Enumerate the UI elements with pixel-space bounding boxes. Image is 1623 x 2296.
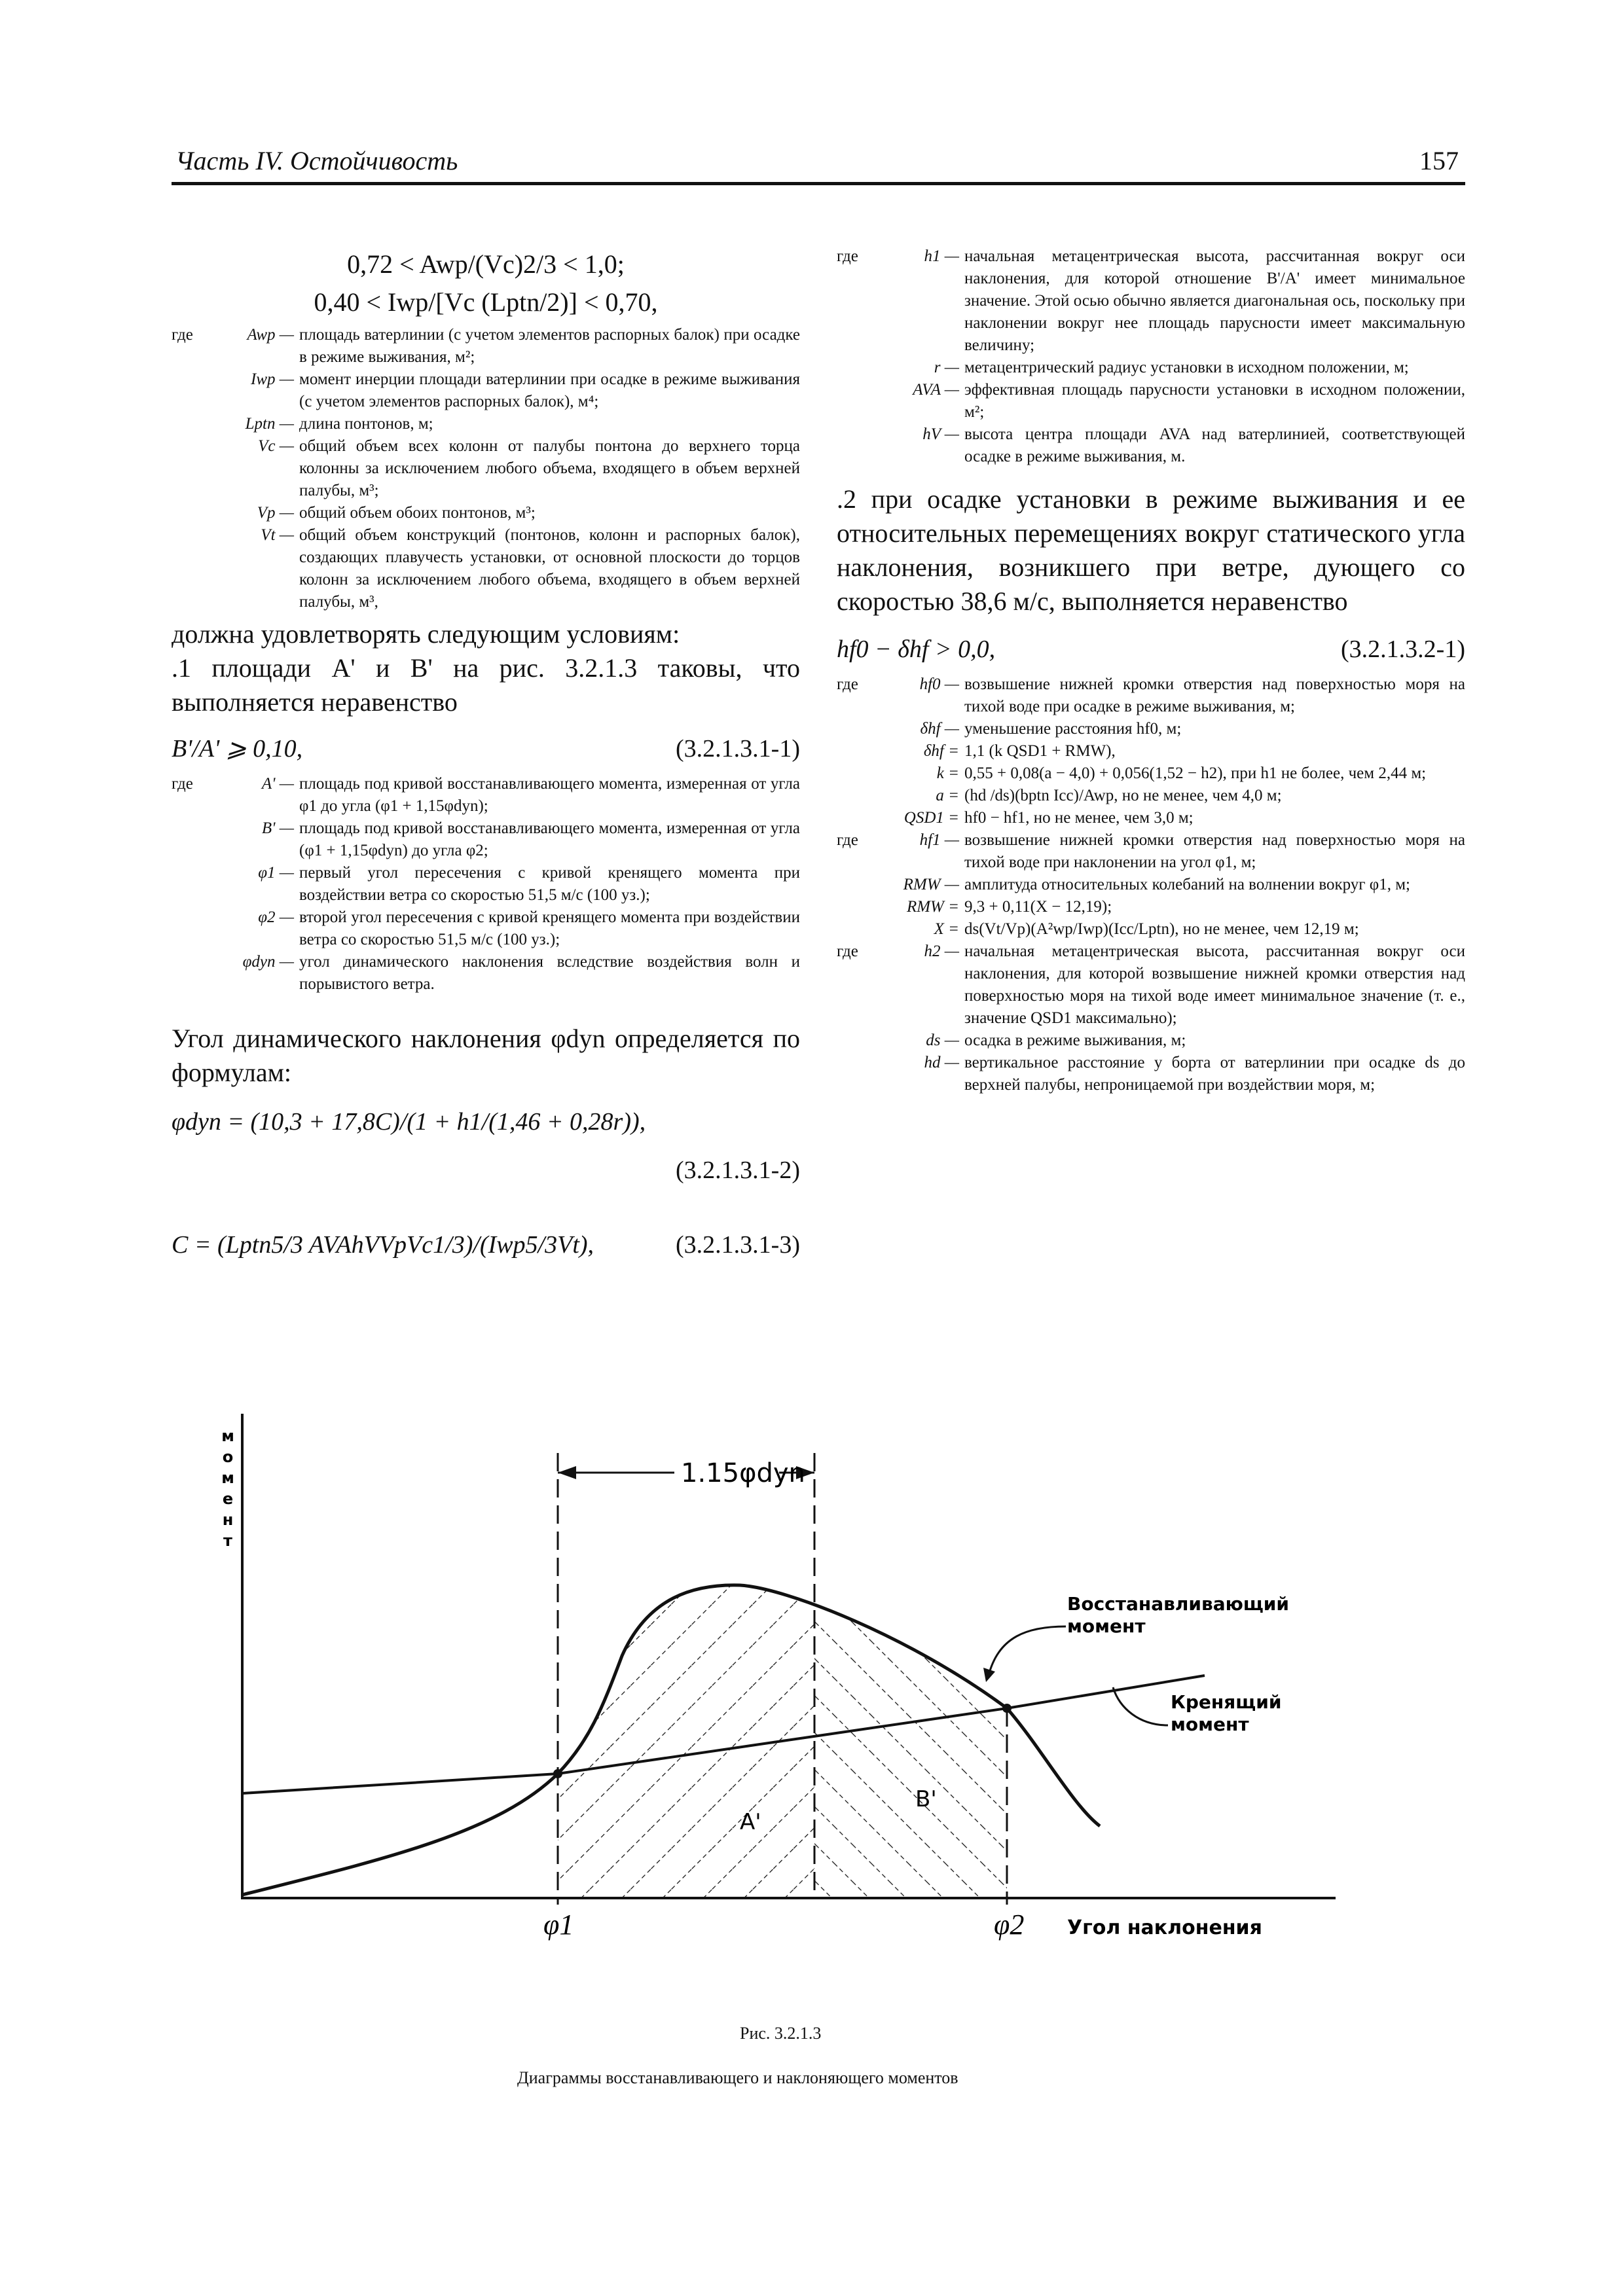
definition-text: ds(Vt/Vp)(A²wp/Iwp)(Icc/Lptn), но не менее, чем 12,19 м; (964, 920, 1359, 938)
definition-row (837, 673, 1465, 718)
definition-row (172, 906, 800, 951)
definitions-group-4 (837, 673, 1465, 1096)
area-a-label: A' (740, 1809, 761, 1835)
definition-symbol: δhf — (920, 720, 959, 738)
heeling-leader (1113, 1687, 1168, 1725)
definition-row (837, 1030, 1465, 1052)
right-column (837, 245, 1465, 1096)
formula-iwp-ratio: 0,40 < Iwp/[Vc (Lptn/2)] < 0,70, (314, 287, 658, 317)
definition-row (172, 413, 800, 435)
definition-text: возвышение нижней кромки отверстия над поверхностью моря на тихой воде при наклонении на угол φ1, м; (964, 831, 1465, 871)
where-word: где (837, 831, 858, 849)
definition-row (837, 829, 1465, 874)
definition-symbol: r — (934, 359, 959, 376)
definition-text: высота центра площади AVA над ватерлинией, соответствующей осадке в режиме выживания, м. (964, 425, 1465, 465)
where-word (172, 435, 234, 502)
definition-symbol: hf1 — (919, 831, 959, 849)
equation-c: C = (Lptn5/3 AVAhVVpVc1/3)/(Iwp5/3Vt), (172, 1231, 594, 1259)
definition-symbol: B' — (261, 819, 294, 837)
definition-text: осадка в режиме выживания, м; (964, 1031, 1186, 1049)
definition-text: вертикальное расстояние у борта от ватерлинии при осадке ds до верхней палубы, непроницаемой при воздействии моря, м; (964, 1054, 1465, 1094)
definition-symbol: QSD1 = (903, 809, 959, 827)
dimension-label: 1.15φdyn (681, 1458, 805, 1488)
phi2-label: φ2 (994, 1909, 1025, 1941)
intersection-point-2 (1002, 1704, 1012, 1713)
definition-row (172, 324, 800, 368)
intersection-point-1 (553, 1769, 562, 1778)
definition-row (172, 502, 800, 524)
where-word (837, 918, 899, 941)
definition-row (837, 1052, 1465, 1096)
definition-text: начальная метацентрическая высота, рассчитанная вокруг оси наклонения, для которой возвышение нижней кромки отверстия над поверхностью моря на тихой воде имеет минимальное значение (т. е., значение QSD1 максимально); (964, 942, 1465, 1027)
where-word (837, 1030, 899, 1052)
definition-symbol: Awp — (247, 326, 294, 344)
where-word (837, 379, 899, 423)
equation-row (172, 731, 800, 766)
where-word (837, 785, 899, 807)
where-word (172, 906, 234, 951)
where-word: где (172, 326, 193, 344)
definition-symbol: RMW = (906, 898, 959, 916)
left-column (172, 245, 800, 1263)
definition-row (837, 379, 1465, 423)
restoring-leader-arrow (983, 1668, 995, 1682)
definition-text: начальная метацентрическая высота, рассчитанная вокруг оси наклонения, для которой отношение B'/A' имеет минимальное значение. Этой осью обычно является диагональная ось, поскольку при наклонении вокруг нее площадь парусности имеет максимальную величину; (964, 247, 1465, 354)
definition-row (172, 368, 800, 413)
paragraph-conditions: должна удовлетворять следующим условиям: (172, 619, 680, 649)
where-word (837, 357, 899, 379)
definition-text: (hd /ds)(bptn Icc)/Awp, но не менее, чем 4,0 м; (964, 787, 1282, 804)
definition-row (837, 807, 1465, 829)
definition-text: площадь под кривой восстанавливающего момента, измеренная от угла φ1 до угла (φ1 + 1,15φdyn); (299, 775, 800, 815)
definition-text: угол динамического наклонения вследствие воздействия волн и порывистого ветра. (299, 953, 800, 993)
definition-row (837, 718, 1465, 740)
definition-symbol: hV — (922, 425, 959, 443)
definition-symbol: Vc — (258, 437, 294, 455)
equation-number: (3.2.1.3.1-1) (676, 735, 800, 762)
definition-row (172, 773, 800, 817)
definition-row (837, 874, 1465, 896)
heeling-label-line2: момент (1171, 1713, 1249, 1735)
where-word: где (837, 247, 858, 265)
heeling-label-line1: Кренящий (1171, 1691, 1282, 1713)
definition-symbol: A' — (261, 775, 294, 793)
definition-text: hf0 − hf1, но не менее, чем 3,0 м; (964, 809, 1194, 827)
definition-text: длина понтонов, м; (299, 415, 433, 433)
arrowhead-left (558, 1466, 576, 1479)
definition-text: эффективная площадь парусности установки в исходном положении, м²; (964, 381, 1465, 421)
definition-row (172, 435, 800, 502)
where-word (837, 807, 899, 829)
definition-row (837, 785, 1465, 807)
definition-text: возвышение нижней кромки отверстия над поверхностью моря на тихой воде при осадке в режиме выживания, м; (964, 675, 1465, 715)
equation-row (172, 1227, 800, 1263)
definition-symbol: Vp — (257, 504, 294, 522)
where-word: где (837, 675, 858, 693)
definition-row (172, 524, 800, 613)
where-word (837, 896, 899, 918)
where-word (172, 817, 234, 862)
restoring-leader (989, 1626, 1066, 1676)
equation-number: (3.2.1.3.1-2) (676, 1157, 800, 1184)
where-word (837, 718, 899, 740)
where-word (172, 368, 234, 413)
equation-row (837, 632, 1465, 667)
definition-symbol: φ1 — (258, 864, 294, 882)
definition-text: 9,3 + 0,11(X − 12,19); (964, 898, 1112, 916)
restoring-label-line2: момент (1067, 1615, 1146, 1637)
definition-symbol: δhf = (923, 742, 959, 760)
equation-number: (3.2.1.3.1-3) (676, 1231, 800, 1259)
where-word (172, 413, 234, 435)
where-word (172, 502, 234, 524)
definition-symbol: hf0 — (919, 675, 959, 693)
definition-symbol: φdyn — (242, 953, 294, 971)
equation-row (172, 1104, 800, 1139)
running-header-section: Часть IV. Остойчивость (175, 146, 458, 175)
equation-hf: hf0 − δhf > 0,0, (837, 636, 996, 663)
equation-number: (3.2.1.3.2-1) (1341, 636, 1465, 663)
definition-text: второй угол пересечения с кривой кренящего момента при воздействии ветра со скоростью 51,5 м/с (100 уз.); (299, 908, 800, 948)
definition-symbol: AVA — (913, 381, 959, 399)
definition-row (837, 941, 1465, 1030)
where-word (172, 524, 234, 613)
definitions-group-2 (172, 773, 800, 996)
definition-text: амплитуда относительных колебаний на волнении вокруг φ1, м; (964, 876, 1410, 893)
definition-text: площадь под кривой восстанавливающего момента, измеренная от угла (φ1 + 1,15φdyn) до угла φ2; (299, 819, 800, 859)
where-word: где (837, 942, 858, 960)
where-word (837, 423, 899, 468)
definition-text: площадь ватерлинии (с учетом элементов распорных балок) при осадке в режиме выживания, м²; (299, 326, 800, 366)
definition-symbol: Iwp — (251, 370, 294, 388)
definition-row (837, 918, 1465, 941)
where-word: где (172, 775, 193, 793)
where-word (837, 762, 899, 785)
where-word (172, 862, 234, 906)
definition-text: момент инерции площади ватерлинии при осадке в режиме выживания (с учетом элементов распорных балок), м⁴; (299, 370, 800, 410)
definition-text: 1,1 (k QSD1 + RMW), (964, 742, 1116, 760)
definition-row (837, 896, 1465, 918)
definition-symbol: h1 — (924, 247, 959, 265)
definition-symbol: hd — (924, 1054, 959, 1071)
definition-symbol: k = (936, 764, 959, 782)
stability-diagram (219, 1401, 1336, 1990)
definition-row (172, 862, 800, 906)
x-axis-label: Угол наклонения (1067, 1916, 1262, 1939)
where-word (837, 1052, 899, 1096)
definition-row (837, 740, 1465, 762)
figure-caption-title: Диаграммы восстанавливающего и наклоняющего моментов (517, 2068, 958, 2087)
definition-row (837, 423, 1465, 468)
definition-text: общий объем конструкций (понтонов, колонн и распорных балок), создающих плавучесть установки, от основной плоскости до торцов колонн за исключением любого объема, входящего в объем верхней палубы, м³, (299, 526, 800, 611)
definition-row (172, 817, 800, 862)
area-b-label: B' (915, 1786, 937, 1812)
definition-text: 0,55 + 0,08(a − 4,0) + 0,056(1,52 − h2), при h1 не более, чем 2,44 м; (964, 764, 1427, 782)
definition-row (837, 357, 1465, 379)
definition-row (172, 951, 800, 996)
y-axis-label: момент (219, 1427, 237, 1552)
definition-symbol: RMW — (903, 876, 959, 893)
definition-symbol: ds — (926, 1031, 959, 1049)
definition-text: метацентрический радиус установки в исходном положении, м; (964, 359, 1409, 376)
definition-symbol: h2 — (924, 942, 959, 960)
definition-text: общий объем обоих понтонов, м³; (299, 504, 536, 522)
definition-symbol: Lptn — (245, 415, 294, 433)
paragraph-condition-1: .1 площади A' и B' на рис. 3.2.1.3 таковы, что выполняется неравенство (172, 653, 800, 717)
definition-symbol: X = (934, 920, 959, 938)
paragraph-condition-2: .2 при осадке установки в режиме выживания и ее относительных перемещениях вокруг статического угла наклонения, возникшего при ветре, дующего со скоростью 38,6 м/с, выполняется неравенство (837, 484, 1465, 616)
formula-awp-ratio: 0,72 < Awp/(Vc)2/3 < 1,0; (347, 249, 625, 279)
definition-symbol: a = (936, 787, 959, 804)
header-rule (172, 182, 1465, 185)
where-word (172, 951, 234, 996)
equation-ba-ratio: B'/A' ⩾ 0,10, (172, 735, 303, 762)
definition-symbol: φ2 — (258, 908, 294, 926)
definitions-group-3 (837, 245, 1465, 468)
paragraph-dynamic-angle: Угол динамического наклонения φdyn определяется по формулам: (172, 1024, 800, 1087)
figure-caption-number: Рис. 3.2.1.3 (740, 2024, 822, 2043)
definition-row (837, 762, 1465, 785)
where-word (837, 740, 899, 762)
phi1-label: φ1 (543, 1909, 574, 1941)
equation-phi-dyn: φdyn = (10,3 + 17,8C)/(1 + h1/(1,46 + 0,28r)), (172, 1108, 646, 1136)
definition-text: общий объем всех колонн от палубы понтона до верхнего торца колонны за исключением любого объема, входящего в объем верхней палубы, м³; (299, 437, 800, 499)
definition-row (837, 245, 1465, 357)
restoring-label-line1: Восстанавливающий (1067, 1593, 1290, 1615)
definition-text: первый угол пересечения с кривой кренящего момента при воздействии ветра со скоростью 51,5 м/с (100 уз.); (299, 864, 800, 904)
page-number: 157 (1419, 146, 1459, 175)
where-word (837, 874, 899, 896)
definitions-group-1 (172, 324, 800, 613)
definition-text: уменьшение расстояния hf0, м; (964, 720, 1182, 738)
definition-symbol: Vt — (261, 526, 294, 544)
